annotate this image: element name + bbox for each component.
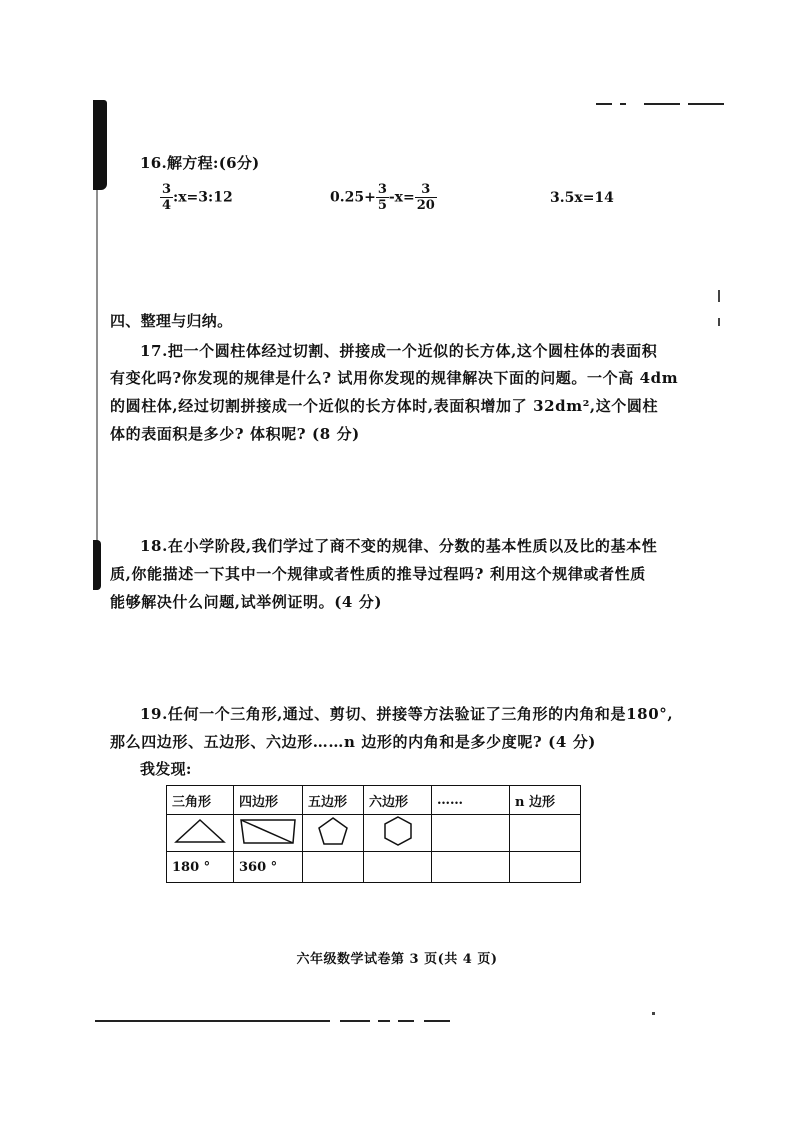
numerator: 3 — [415, 182, 437, 198]
equation-1 — [160, 182, 233, 213]
denominator: 20 — [416, 198, 435, 213]
scan-speck — [718, 290, 720, 302]
table-sum-row — [167, 852, 581, 883]
header-cell: 五边形 — [303, 786, 364, 815]
bottom-line — [378, 1020, 390, 1022]
equation-1-rest: :x=3:12 — [173, 189, 233, 206]
table-shape-row — [167, 815, 581, 852]
sum-cell[interactable] — [432, 852, 510, 883]
header-cell: 四边形 — [234, 786, 303, 815]
page-footer: 六年级数学试卷第 3 页(共 4 页) — [296, 952, 498, 967]
q18-line: 质,你能描述一下其中一个规律或者性质的推导过程吗? 利用这个规律或者性质 — [110, 565, 646, 583]
header-cell: 六边形 — [364, 786, 432, 815]
header-cell: 三角形 — [167, 786, 234, 815]
q17-line: 的圆柱体,经过切割拼接成一个近似的长方体时,表面积增加了 32dm²,这个圆柱 — [110, 397, 659, 415]
quadrilateral-icon — [239, 816, 297, 846]
shape-cell — [167, 815, 234, 852]
fraction — [160, 182, 173, 213]
triangle-icon — [172, 816, 228, 846]
shape-cell — [364, 815, 432, 852]
scan-speck — [652, 1012, 655, 1015]
bottom-line — [424, 1020, 450, 1022]
top-dash — [596, 103, 612, 105]
equation-2-mid: -x= — [388, 189, 415, 206]
bottom-line — [95, 1020, 330, 1022]
numerator: 3 — [377, 182, 387, 197]
bottom-line — [398, 1020, 414, 1022]
q19-line: 19.任何一个三角形,通过、剪切、拼接等方法验证了三角形的内角和是180°, — [140, 705, 674, 723]
denominator: 5 — [377, 198, 387, 213]
shape-cell — [510, 815, 581, 852]
discover-label: 我发现: — [140, 760, 192, 778]
numerator: 3 — [162, 182, 172, 197]
sum-cell[interactable] — [510, 852, 581, 883]
section-4-heading: 四、整理与归纳。 — [110, 312, 233, 330]
hexagon-icon — [382, 815, 414, 847]
q16-heading: 16.解方程:(6分) — [140, 154, 260, 172]
header-cell: …… — [432, 786, 510, 815]
q17-line: 17.把一个圆柱体经过切割、拼接成一个近似的长方体,这个圆柱体的表面积 — [140, 342, 658, 360]
shape-cell — [432, 815, 510, 852]
q19-line: 那么四边形、五边形、六边形……n 边形的内角和是多少度呢? (4 分) — [110, 733, 596, 751]
pentagon-icon — [316, 816, 350, 846]
binding-shadow — [93, 100, 107, 190]
equation-2-prefix: 0.25+ — [330, 189, 376, 206]
sum-cell[interactable] — [364, 852, 432, 883]
shape-cell — [303, 815, 364, 852]
scan-speck — [718, 318, 720, 326]
shape-cell — [234, 815, 303, 852]
sum-cell: 360 ° — [234, 852, 303, 883]
equation-3: 3.5x=14 — [550, 190, 614, 206]
polygon-angle-table — [166, 785, 581, 883]
q17-line: 有变化吗?你发现的规律是什么? 试用你发现的规律解决下面的问题。一个高 4dm — [110, 369, 679, 387]
sum-cell[interactable] — [303, 852, 364, 883]
bottom-line — [340, 1020, 370, 1022]
sum-cell: 180 ° — [167, 852, 234, 883]
fraction — [376, 182, 389, 213]
binding-edge-line — [96, 190, 98, 590]
q18-line: 能够解决什么问题,试举例证明。(4 分) — [110, 593, 383, 611]
table-header-row — [167, 786, 581, 815]
fraction — [415, 182, 437, 213]
denominator: 4 — [162, 198, 172, 213]
top-dash — [620, 103, 626, 105]
equation-2 — [330, 182, 437, 213]
top-dash — [644, 103, 680, 105]
binding-mark — [93, 540, 101, 590]
q18-line: 18.在小学阶段,我们学过了商不变的规律、分数的基本性质以及比的基本性 — [140, 537, 658, 555]
header-cell: n 边形 — [510, 786, 581, 815]
q17-line: 体的表面积是多少? 体积呢? (8 分) — [110, 425, 360, 443]
top-dash — [688, 103, 724, 105]
